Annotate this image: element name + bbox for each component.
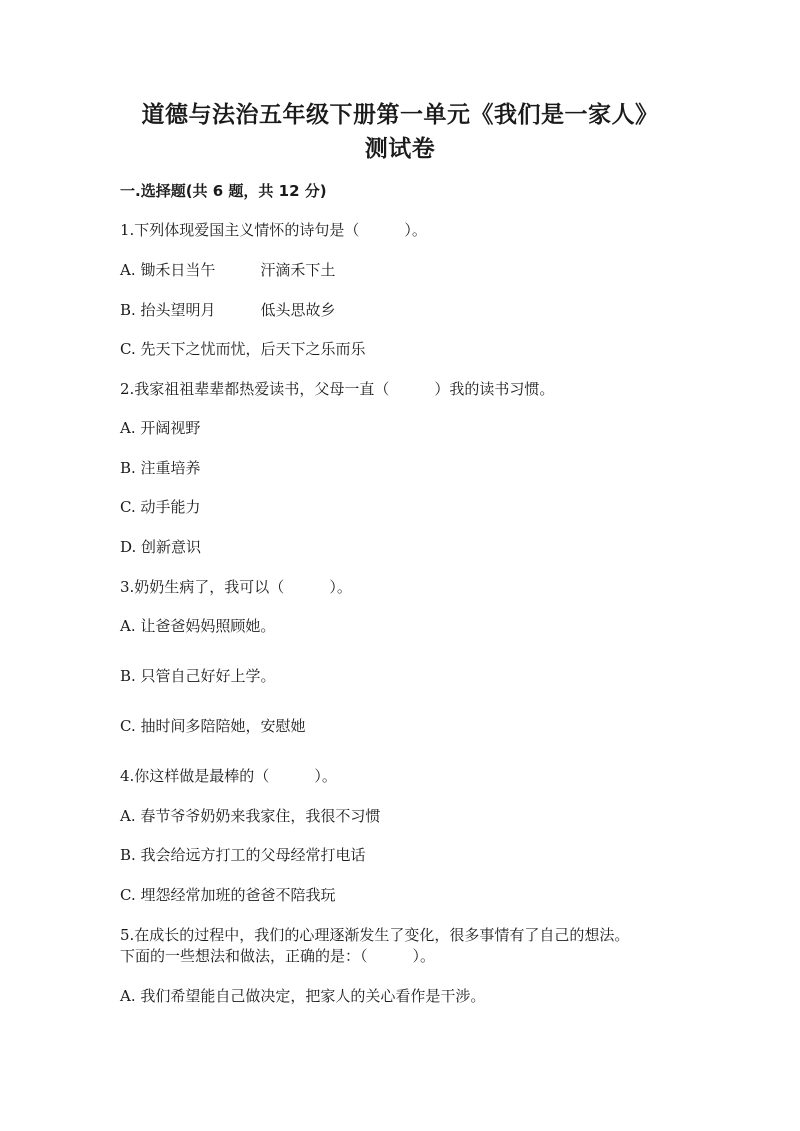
answer-option: B. 注重培养 — [120, 459, 201, 477]
question-stem: 5.在成长的过程中，我们的心理逐渐发生了变化，很多事情有了自己的想法。 — [120, 926, 630, 944]
section-heading: 一.选择题(共 6 题，共 12 分) — [120, 182, 327, 200]
answer-option: B. 只管自己好好上学。 — [120, 667, 276, 685]
document-title: 道德与法治五年级下册第一单元《我们是一家人》 — [141, 102, 659, 128]
question-stem: 1.下列体现爱国主义情怀的诗句是（ ）。 — [120, 221, 427, 239]
answer-option: A. 锄禾日当午 汗滴禾下土 — [120, 261, 336, 279]
question-stem-continued: 下面的一些想法和做法，正确的是：（ ）。 — [120, 947, 436, 965]
answer-option: D. 创新意识 — [120, 538, 202, 556]
answer-option: A. 春节爷爷奶奶来我家住，我很不习惯 — [120, 807, 381, 825]
answer-option: A. 开阔视野 — [120, 419, 201, 437]
answer-option: C. 先天下之忧而忧，后天下之乐而乐 — [120, 340, 366, 358]
answer-option: A. 我们希望能自己做决定，把家人的关心看作是干涉。 — [120, 987, 486, 1005]
document-title-line2: 测试卷 — [364, 136, 436, 162]
answer-option: B. 我会给远方打工的父母经常打电话 — [120, 846, 366, 864]
answer-option: C. 埋怨经常加班的爸爸不陪我玩 — [120, 886, 336, 904]
answer-option: A. 让爸爸妈妈照顾她。 — [120, 617, 276, 635]
answer-option: B. 抬头望明月 低头思故乡 — [120, 301, 336, 319]
answer-option: C. 动手能力 — [120, 498, 201, 516]
question-stem: 2.我家祖祖辈辈都热爱读书，父母一直（ ）我的读书习惯。 — [120, 380, 555, 398]
question-stem: 4.你这样做是最棒的（ ）。 — [120, 767, 337, 785]
answer-option: C. 抽时间多陪陪她，安慰她 — [120, 717, 306, 735]
question-stem: 3.奶奶生病了，我可以（ ）。 — [120, 578, 352, 596]
